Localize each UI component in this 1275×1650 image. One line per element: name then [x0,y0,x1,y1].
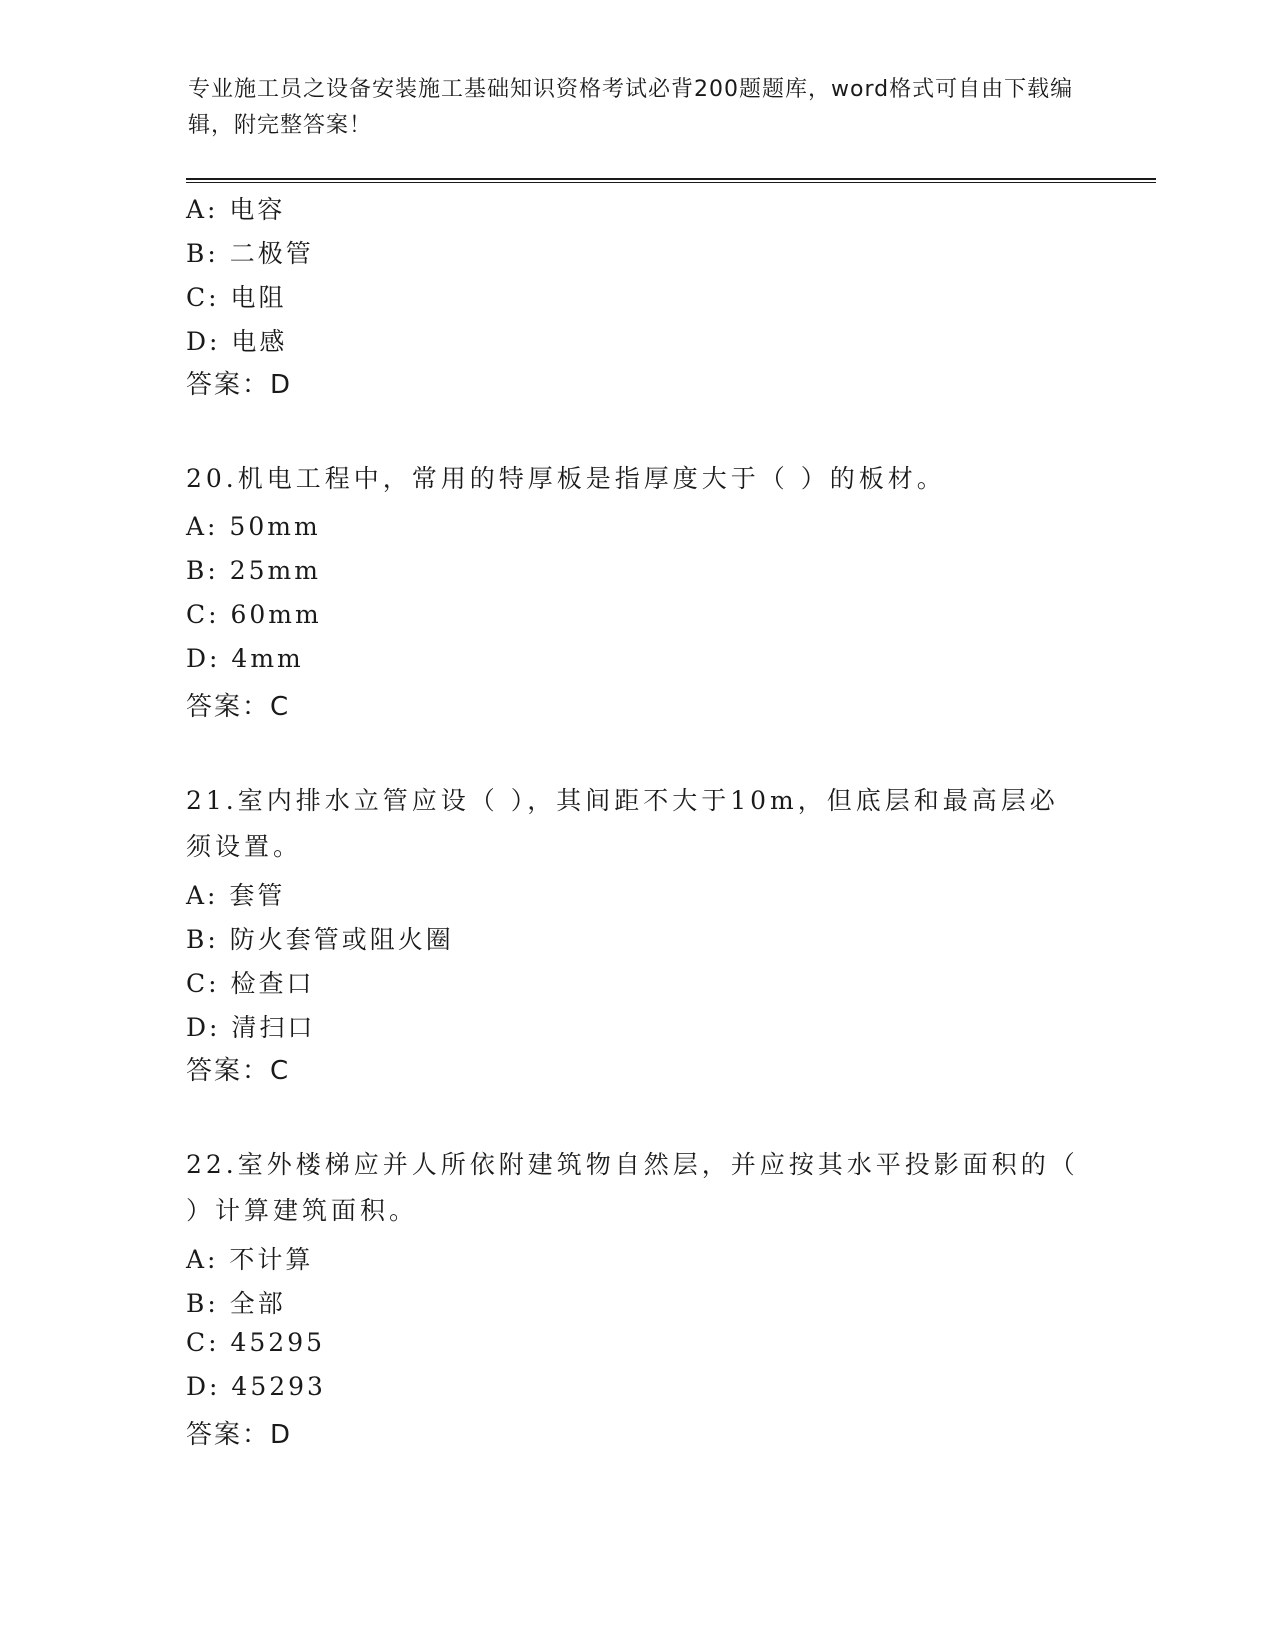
question-text: 20.机电工程中，常用的特厚板是指厚度大于（ ）的板材。 [186,464,946,493]
option-a: A: 套管 [186,881,286,910]
option-d: D: 电感 [186,327,288,356]
option-a: A: 不计算 [186,1245,314,1274]
option-d: D: 45293 [186,1372,326,1401]
option-c: C: 60mm [186,600,322,629]
option-b: B: 防火套管或阻火圈 [186,925,454,954]
header-divider [186,178,1156,183]
option-c: C: 检查口 [186,969,315,998]
question-text: 21.室内排水立管应设（ ），其间距不大于10m，但底层和最高层必须设置。 [186,786,1059,861]
document-header: 专业施工员之设备安装施工基础知识资格考试必背200题题库，word格式可自由下载编辑，附完整答案！ [188,77,1074,138]
option-b: B: 二极管 [186,239,314,268]
option-a: A: 电容 [186,195,286,224]
question-text: 22.室外楼梯应并人所依附建筑物自然层，并应按其水平投影面积的（ ）计算建筑面积。 [186,1150,1079,1225]
option-b: B: 全部 [186,1289,286,1318]
answer-line: 答案：D [186,370,293,400]
option-b: B: 25mm [186,556,321,585]
option-c: C: 45295 [186,1328,326,1357]
option-c: C: 电阻 [186,283,287,312]
answer-line: 答案：C [186,692,291,722]
option-d: D: 清扫口 [186,1013,316,1042]
option-d: D: 4mm [186,644,304,673]
answer-line: 答案：C [186,1056,291,1086]
answer-line: 答案：D [186,1420,293,1450]
option-a: A: 50mm [186,512,321,541]
